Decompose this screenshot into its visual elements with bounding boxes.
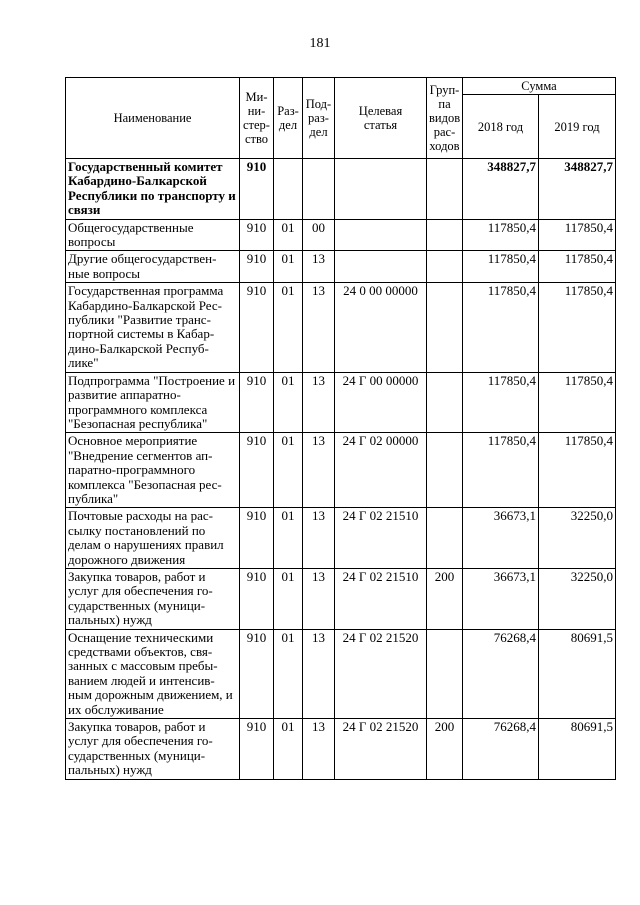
row-ministry: 910 bbox=[240, 629, 274, 718]
row-sum-2019: 117850,4 bbox=[539, 372, 616, 433]
row-subsection: 13 bbox=[303, 629, 335, 718]
row-target: 24 Г 00 00000 bbox=[335, 372, 427, 433]
row-name: Почтовые расходы на рас-сылку постановлений по делам о нарушениях правил дорожного движения bbox=[66, 508, 240, 569]
row-sum-2019: 32250,0 bbox=[539, 508, 616, 569]
row-ministry: 910 bbox=[240, 508, 274, 569]
row-group: 200 bbox=[427, 568, 463, 629]
row-section: 01 bbox=[274, 372, 303, 433]
table-row bbox=[66, 719, 616, 780]
row-target: 24 Г 02 21510 bbox=[335, 568, 427, 629]
row-sum-2019: 117850,4 bbox=[539, 283, 616, 372]
header-section-text: Раз- дел bbox=[277, 104, 299, 132]
header-sum: Сумма bbox=[463, 78, 616, 95]
header-ministry-text: Ми- ни- стер- ство bbox=[243, 90, 270, 146]
row-group bbox=[427, 219, 463, 251]
page-number: 181 bbox=[309, 36, 331, 51]
row-section: 01 bbox=[274, 568, 303, 629]
row-target: 24 0 00 00000 bbox=[335, 283, 427, 372]
row-name: Государственный комитет Кабардино-Балкарской Республики по транспорту и связи bbox=[66, 159, 240, 220]
row-name: Государственная программа Кабардино-Балкарской Рес-публики "Развитие транс-портной системы в Кабар-дино-Балкарской Респуб-лике" bbox=[66, 283, 240, 372]
row-sum-2018: 117850,4 bbox=[463, 283, 539, 372]
row-group bbox=[427, 508, 463, 569]
table-row bbox=[66, 629, 616, 718]
row-sum-2018: 117850,4 bbox=[463, 251, 539, 283]
row-group bbox=[427, 372, 463, 433]
row-ministry: 910 bbox=[240, 251, 274, 283]
row-target bbox=[335, 251, 427, 283]
row-subsection: 13 bbox=[303, 568, 335, 629]
row-ministry: 910 bbox=[240, 372, 274, 433]
row-sum-2019: 117850,4 bbox=[539, 219, 616, 251]
table-header bbox=[66, 78, 616, 159]
table-row bbox=[66, 568, 616, 629]
row-sum-2019: 117850,4 bbox=[539, 433, 616, 508]
row-sum-2019: 32250,0 bbox=[539, 568, 616, 629]
row-group bbox=[427, 283, 463, 372]
header-ministry bbox=[240, 78, 274, 159]
row-section: 01 bbox=[274, 283, 303, 372]
row-section: 01 bbox=[274, 219, 303, 251]
row-sum-2019: 117850,4 bbox=[539, 251, 616, 283]
row-ministry: 910 bbox=[240, 433, 274, 508]
table-row bbox=[66, 372, 616, 433]
table-row bbox=[66, 251, 616, 283]
row-ministry: 910 bbox=[240, 219, 274, 251]
row-name: Закупка товаров, работ и услуг для обеспечения го-сударственных (муници-пальных) нужд bbox=[66, 719, 240, 780]
table-row bbox=[66, 159, 616, 220]
table-row bbox=[66, 508, 616, 569]
budget-table bbox=[65, 77, 616, 780]
table-row bbox=[66, 283, 616, 372]
row-sum-2018: 117850,4 bbox=[463, 372, 539, 433]
row-ministry: 910 bbox=[240, 568, 274, 629]
row-section: 01 bbox=[274, 508, 303, 569]
row-subsection bbox=[303, 159, 335, 220]
row-name: Общегосударственные вопросы bbox=[66, 219, 240, 251]
row-group bbox=[427, 251, 463, 283]
header-name: Наименование bbox=[66, 78, 240, 159]
row-group: 200 bbox=[427, 719, 463, 780]
header-group bbox=[427, 78, 463, 159]
row-ministry: 910 bbox=[240, 283, 274, 372]
row-subsection: 13 bbox=[303, 251, 335, 283]
row-name: Закупка товаров, работ и услуг для обеспечения го-сударственных (муници-пальных) нужд bbox=[66, 568, 240, 629]
row-name: Подпрограмма "Построение и развитие аппаратно-программного комплекса "Безопасная республика" bbox=[66, 372, 240, 433]
row-sum-2018: 117850,4 bbox=[463, 219, 539, 251]
table-row bbox=[66, 433, 616, 508]
row-section: 01 bbox=[274, 251, 303, 283]
header-target bbox=[335, 78, 427, 159]
row-sum-2018: 36673,1 bbox=[463, 568, 539, 629]
row-name: Основное мероприятие "Внедрение сегментов ап-паратно-программного комплекса "Безопасная рес-публика" bbox=[66, 433, 240, 508]
row-target: 24 Г 02 00000 bbox=[335, 433, 427, 508]
row-sum-2019: 80691,5 bbox=[539, 629, 616, 718]
row-sum-2018: 117850,4 bbox=[463, 433, 539, 508]
row-name: Оснащение техническими средствами объектов, свя-занных с массовым пребы-ванием людей и интенсив-ным дорожным движением, и их обслуживание bbox=[66, 629, 240, 718]
row-sum-2018: 36673,1 bbox=[463, 508, 539, 569]
row-section: 01 bbox=[274, 629, 303, 718]
header-subsection bbox=[303, 78, 335, 159]
header-group-text: Груп- па видов рас- ходов bbox=[429, 83, 461, 153]
row-group bbox=[427, 159, 463, 220]
row-subsection: 13 bbox=[303, 372, 335, 433]
header-year-2018: 2018 год bbox=[463, 95, 539, 159]
row-group bbox=[427, 629, 463, 718]
row-target: 24 Г 02 21520 bbox=[335, 629, 427, 718]
row-target: 24 Г 02 21520 bbox=[335, 719, 427, 780]
row-name: Другие общегосударствен-ные вопросы bbox=[66, 251, 240, 283]
row-subsection: 13 bbox=[303, 719, 335, 780]
header-subsection-text: Под- раз- дел bbox=[305, 97, 332, 139]
row-section: 01 bbox=[274, 719, 303, 780]
header-target-text: Целевая статья bbox=[358, 104, 403, 132]
row-section: 01 bbox=[274, 433, 303, 508]
row-sum-2019: 348827,7 bbox=[539, 159, 616, 220]
row-section bbox=[274, 159, 303, 220]
header-section bbox=[274, 78, 303, 159]
row-group bbox=[427, 433, 463, 508]
row-subsection: 13 bbox=[303, 283, 335, 372]
row-sum-2018: 348827,7 bbox=[463, 159, 539, 220]
row-subsection: 13 bbox=[303, 508, 335, 569]
row-target bbox=[335, 159, 427, 220]
row-ministry: 910 bbox=[240, 159, 274, 220]
row-target: 24 Г 02 21510 bbox=[335, 508, 427, 569]
row-target bbox=[335, 219, 427, 251]
table-body bbox=[66, 159, 616, 780]
row-ministry: 910 bbox=[240, 719, 274, 780]
table-row bbox=[66, 219, 616, 251]
row-subsection: 13 bbox=[303, 433, 335, 508]
row-sum-2018: 76268,4 bbox=[463, 719, 539, 780]
row-subsection: 00 bbox=[303, 219, 335, 251]
header-year-2019: 2019 год bbox=[539, 95, 616, 159]
row-sum-2019: 80691,5 bbox=[539, 719, 616, 780]
row-sum-2018: 76268,4 bbox=[463, 629, 539, 718]
